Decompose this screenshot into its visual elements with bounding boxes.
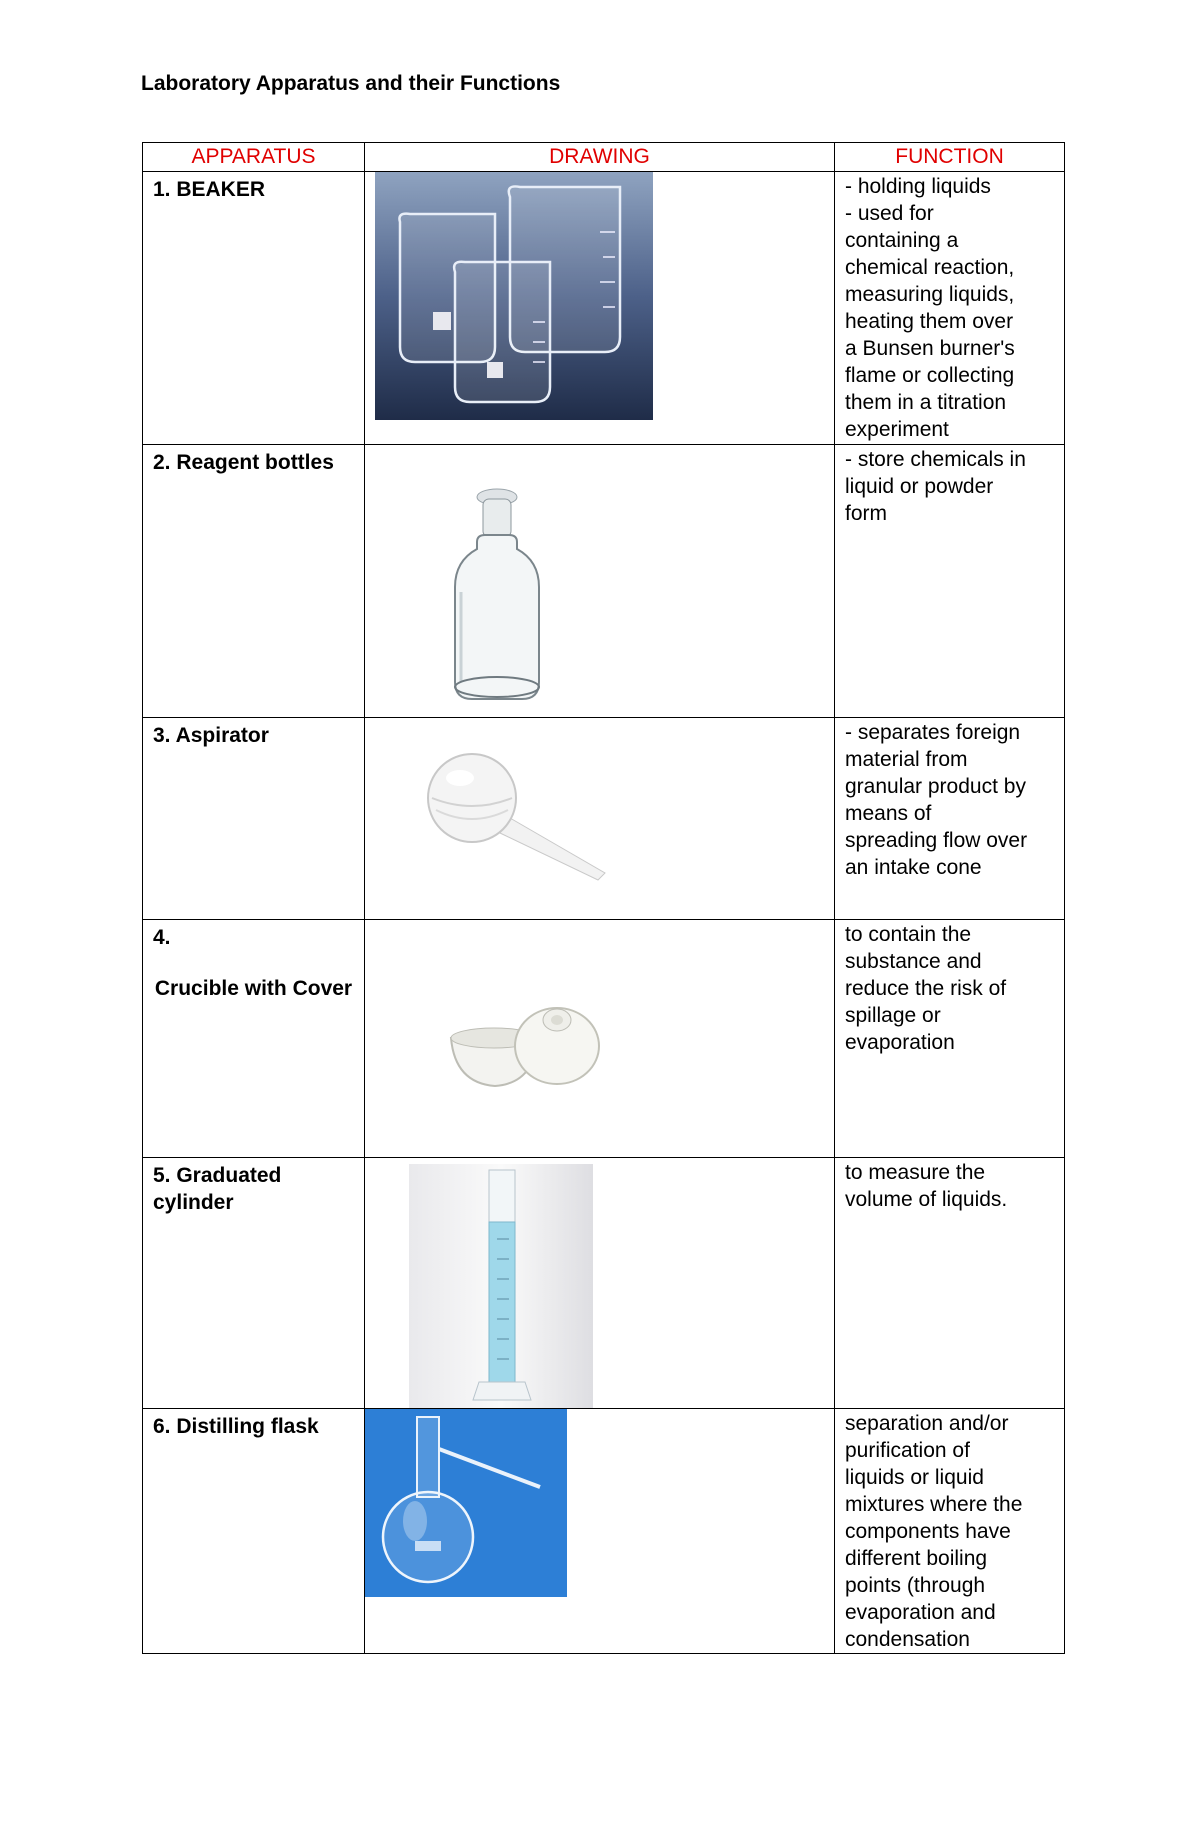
function-text: - holding liquids - used for containing a chemical reaction, measuring liquids, heating them over a Bunsen burner's flame or collecting them in a titration experiment [835,172,1065,445]
apparatus-name [143,920,365,1158]
table-row [143,718,1065,920]
apparatus-number: 4. [153,926,171,949]
table-row [143,172,1065,445]
table-row [143,920,1065,1158]
apparatus-name: 6. Distilling flask [143,1409,365,1654]
apparatus-name: 1. BEAKER [143,172,365,445]
apparatus-name: 5. Graduated cylinder [143,1158,365,1409]
header-drawing: DRAWING [365,143,835,172]
drawing-cell [365,172,835,445]
apparatus-label: Crucible with Cover [154,977,353,1001]
page-title: Laboratory Apparatus and their Functions [141,72,561,95]
function-text: to measure the volume of liquids. [835,1158,1065,1409]
header-apparatus: APPARATUS [143,143,365,172]
function-text: to contain the substance and reduce the risk of spillage or evaporation [835,920,1065,1158]
drawing-cell [365,1158,835,1409]
drawing-cell [365,445,835,718]
apparatus-name: 3. Aspirator [143,718,365,920]
drawing-cell [365,920,835,1158]
graduated-cylinder-photo [409,1164,593,1408]
function-text: separation and/or purification of liquids or liquid mixtures where the components have different boiling points (through evaporation and condensation [835,1409,1065,1654]
function-text: - store chemicals in liquid or powder form [835,445,1065,718]
reagent-bottle-photo [447,487,547,707]
crucible-photo [445,998,605,1098]
apparatus-table [142,142,1065,1654]
table-header-row [143,143,1065,172]
distilling-flask-photo [365,1409,567,1597]
aspirator-photo [420,748,620,888]
drawing-cell [365,718,835,920]
table-row [143,445,1065,718]
header-function: FUNCTION [835,143,1065,172]
apparatus-name: 2. Reagent bottles [143,445,365,718]
drawing-cell [365,1409,835,1654]
function-text: - separates foreign material from granular product by means of spreading flow over an intake cone [835,718,1065,920]
beaker-photo [375,172,653,420]
table-row [143,1158,1065,1409]
table-row [143,1409,1065,1654]
